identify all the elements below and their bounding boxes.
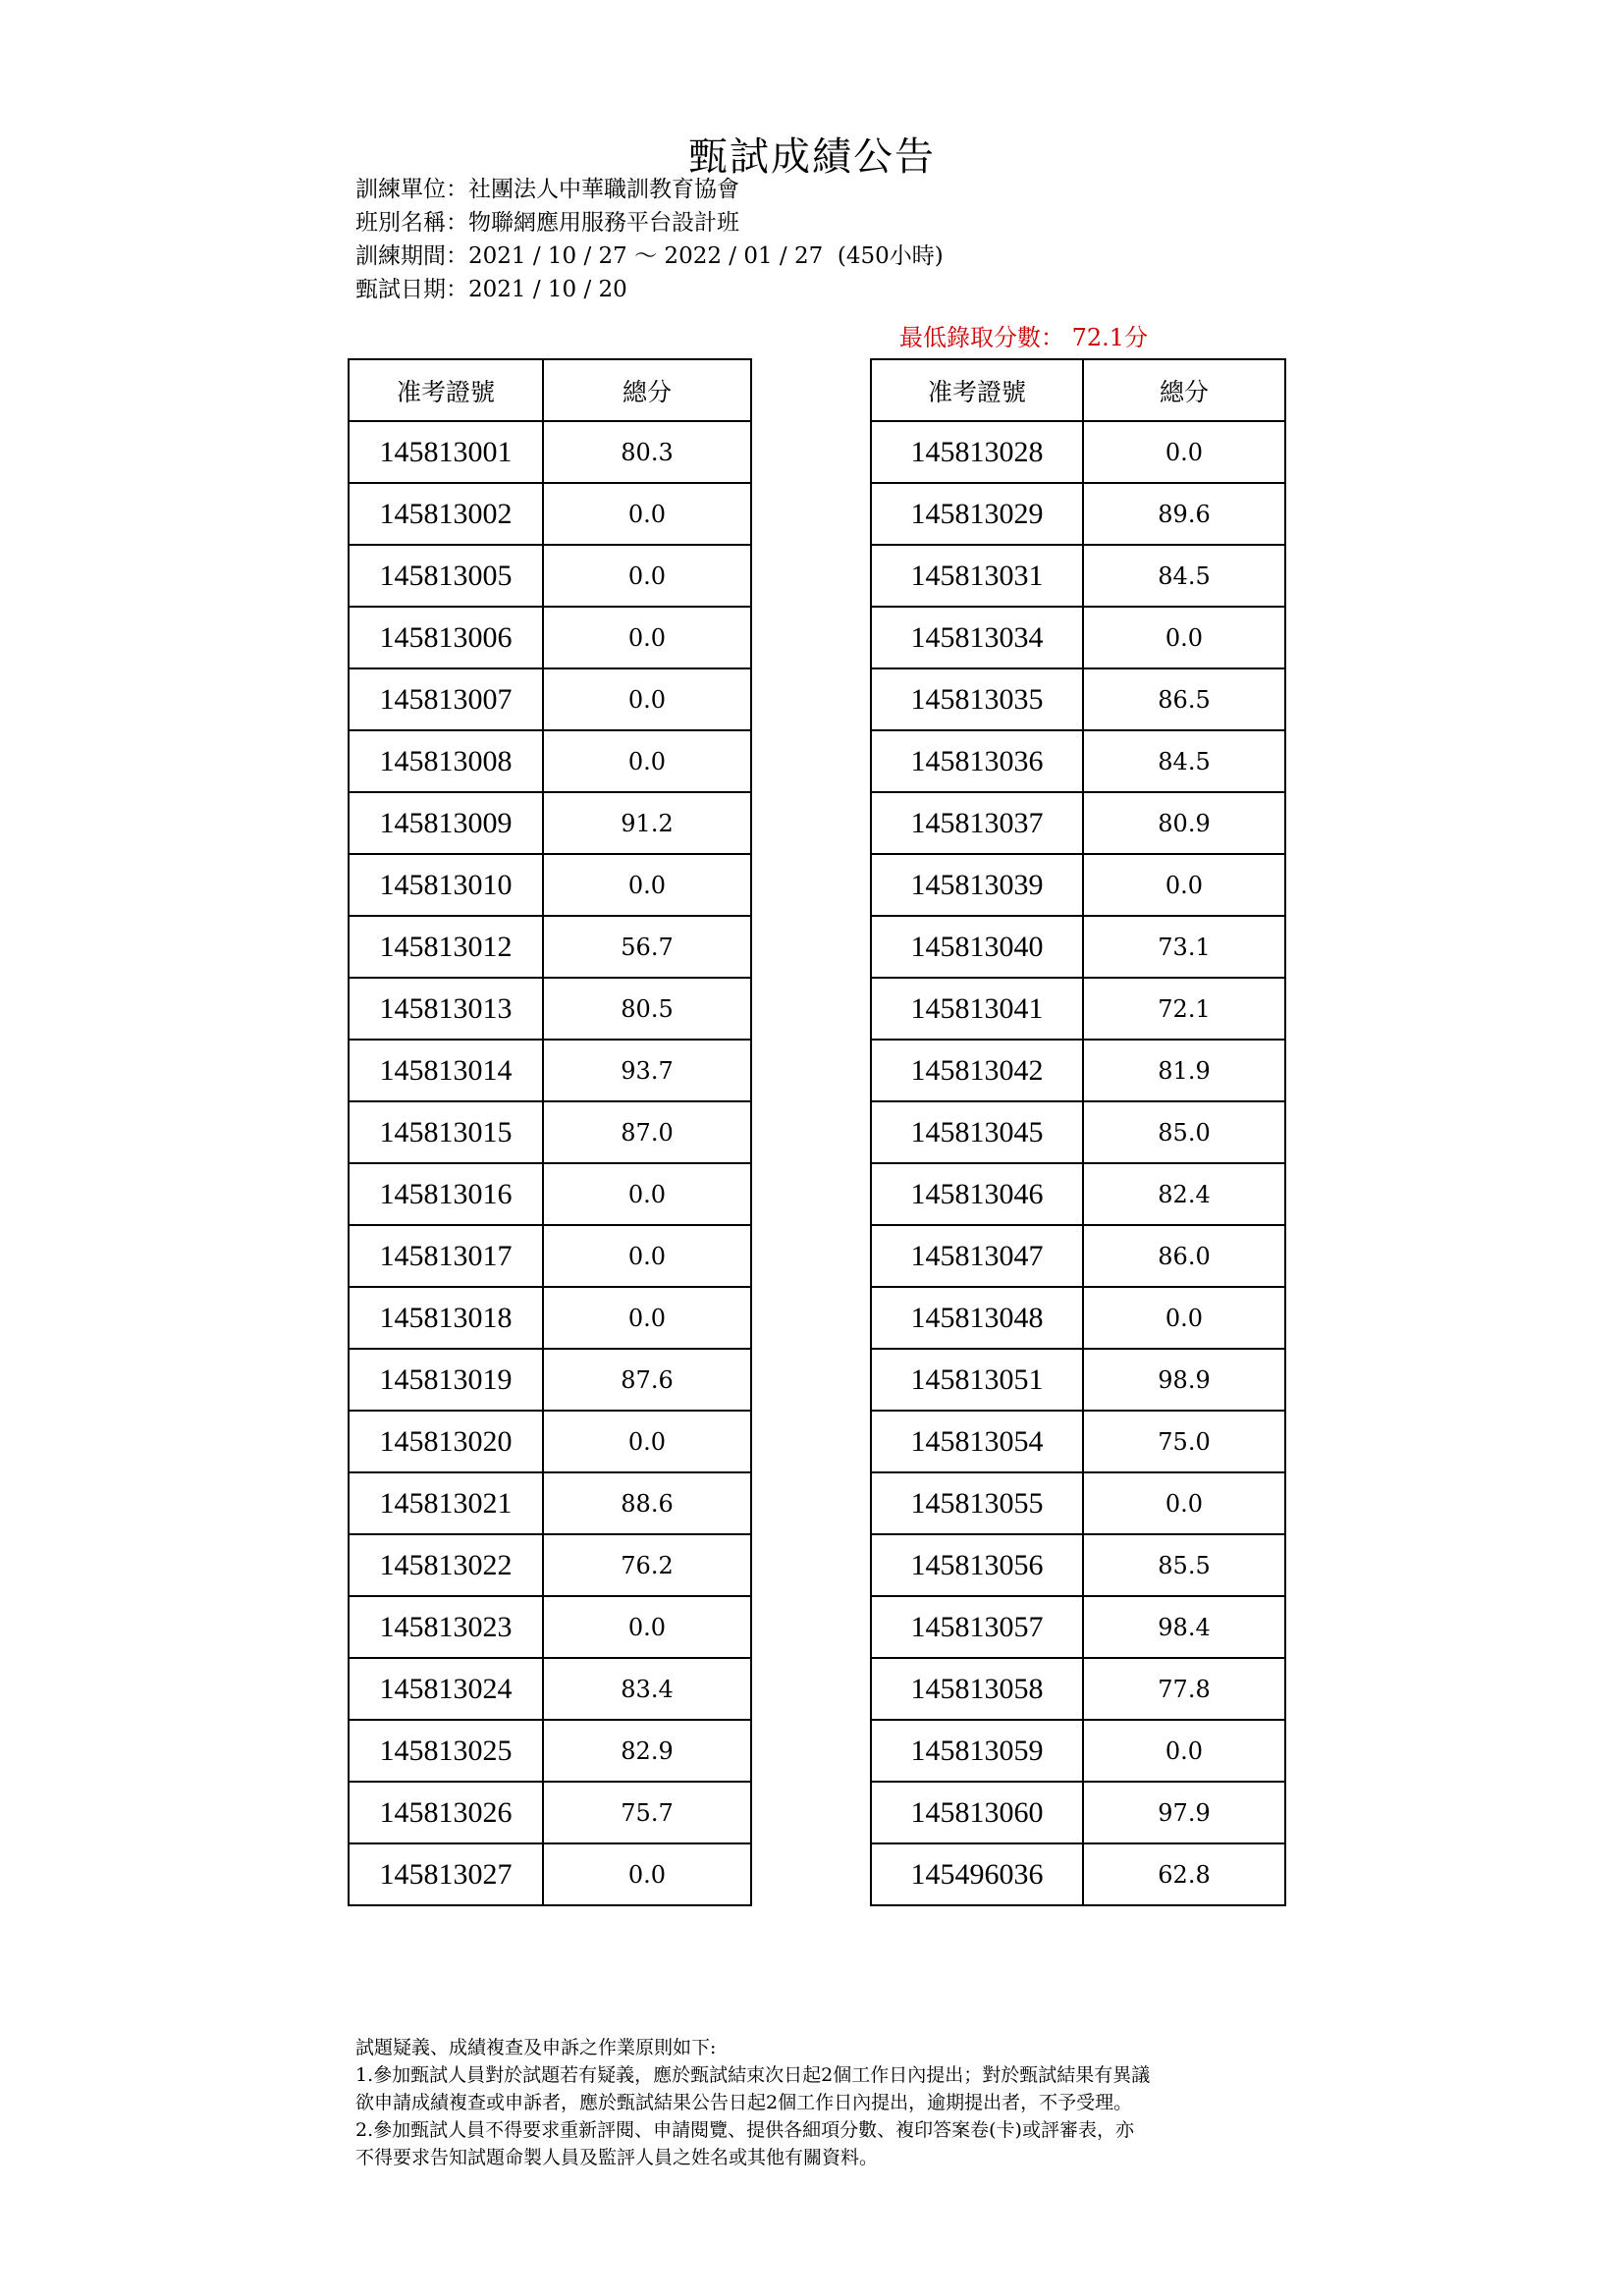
table-row [349,1782,751,1843]
total-score: 62.8 [1083,1843,1285,1905]
exam-id: 145813008 [349,730,543,792]
header-exam-id: 准考證號 [871,359,1083,421]
table-row [871,1782,1285,1843]
table-row [871,1596,1285,1658]
table-row [349,1472,751,1534]
exam-id: 145813042 [871,1040,1083,1101]
exam-id: 145813013 [349,978,543,1040]
total-score: 97.9 [1083,1782,1285,1843]
table-row [349,792,751,854]
total-score: 81.9 [1083,1040,1285,1101]
exam-id: 145813047 [871,1225,1083,1287]
total-score: 0.0 [543,545,751,607]
exam-id: 145813025 [349,1720,543,1782]
exam-id: 145813019 [349,1349,543,1411]
table-row [349,730,751,792]
class-name: 班別名稱：物聯網應用服務平台設計班 [355,210,739,236]
table-row [871,854,1285,916]
total-score: 0.0 [543,730,751,792]
table-row [871,978,1285,1040]
table-row [349,1658,751,1720]
table-row [349,483,751,545]
note-line: 不得要求告知試題命製人員及監評人員之姓名或其他有關資料。 [355,2147,879,2168]
table-header-row [871,359,1285,421]
exam-id: 145813056 [871,1534,1083,1596]
total-score: 86.0 [1083,1225,1285,1287]
exam-id: 145813045 [871,1101,1083,1163]
score-table-left [348,358,752,1906]
total-score: 82.4 [1083,1163,1285,1225]
table-row [871,1534,1285,1596]
table-row [349,916,751,978]
exam-id: 145813024 [349,1658,543,1720]
table-row [349,854,751,916]
exam-id: 145813031 [871,545,1083,607]
total-score: 75.7 [543,1782,751,1843]
exam-id: 145813007 [349,668,543,730]
total-score: 84.5 [1083,730,1285,792]
exam-id: 145496036 [871,1843,1083,1905]
exam-id: 145813040 [871,916,1083,978]
exam-id: 145813005 [349,545,543,607]
total-score: 56.7 [543,916,751,978]
table-row [871,730,1285,792]
total-score: 0.0 [1083,607,1285,668]
header-total-score: 總分 [1083,359,1285,421]
table-row [871,1163,1285,1225]
training-info [355,173,944,306]
exam-id: 145813035 [871,668,1083,730]
total-score: 84.5 [1083,545,1285,607]
table-row [349,1349,751,1411]
note-line: 欲申請成績複查或申訴者，應於甄試結果公告日起2個工作日內提出，逾期提出者，不予受理。 [355,2092,1133,2113]
exam-id: 145813002 [349,483,543,545]
total-score: 87.6 [543,1349,751,1411]
total-score: 0.0 [543,1843,751,1905]
exam-id: 145813036 [871,730,1083,792]
table-row [871,916,1285,978]
total-score: 77.8 [1083,1658,1285,1720]
exam-id: 145813039 [871,854,1083,916]
exam-id: 145813012 [349,916,543,978]
exam-id: 145813020 [349,1411,543,1472]
exam-id: 145813057 [871,1596,1083,1658]
table-row [349,1596,751,1658]
exam-id: 145813037 [871,792,1083,854]
table-row [349,1411,751,1472]
exam-id: 145813027 [349,1843,543,1905]
total-score: 93.7 [543,1040,751,1101]
table-row [871,1040,1285,1101]
table-row [871,545,1285,607]
total-score: 87.0 [543,1101,751,1163]
total-score: 88.6 [543,1472,751,1534]
table-row [349,545,751,607]
exam-id: 145813009 [349,792,543,854]
total-score: 98.9 [1083,1349,1285,1411]
table-row [871,668,1285,730]
total-score: 85.5 [1083,1534,1285,1596]
table-row [871,1225,1285,1287]
exam-id: 145813029 [871,483,1083,545]
total-score: 91.2 [543,792,751,854]
table-row [349,1287,751,1349]
note-line: 1.參加甄試人員對於試題若有疑義，應於甄試結束次日起2個工作日內提出；對於甄試結果有異議 [355,2064,1151,2086]
table-row [871,421,1285,483]
notes-heading: 試題疑義、成績複查及申訴之作業原則如下: [355,2037,717,2058]
exam-date: 甄試日期：2021 / 10 / 20 [355,277,627,302]
exam-id: 145813006 [349,607,543,668]
total-score: 0.0 [1083,1287,1285,1349]
table-row [349,1101,751,1163]
table-row [349,978,751,1040]
exam-id: 145813022 [349,1534,543,1596]
note-line: 2.參加甄試人員不得要求重新評閱、申請閱覽、提供各細項分數、複印答案卷(卡)或評審表，亦 [355,2119,1134,2141]
exam-id: 145813034 [871,607,1083,668]
exam-id: 145813014 [349,1040,543,1101]
exam-id: 145813048 [871,1287,1083,1349]
exam-id: 145813018 [349,1287,543,1349]
table-row [349,1040,751,1101]
minimum-score: 最低錄取分數： 72.1分 [899,324,1149,351]
exam-id: 145813017 [349,1225,543,1287]
total-score: 86.5 [1083,668,1285,730]
exam-id: 145813055 [871,1472,1083,1534]
table-row [871,1411,1285,1472]
table-row [871,1843,1285,1905]
total-score: 0.0 [543,668,751,730]
exam-id: 145813016 [349,1163,543,1225]
exam-id: 145813060 [871,1782,1083,1843]
total-score: 82.9 [543,1720,751,1782]
exam-id: 145813051 [871,1349,1083,1411]
exam-id: 145813026 [349,1782,543,1843]
total-score: 0.0 [1083,421,1285,483]
table-row [349,421,751,483]
total-score: 80.5 [543,978,751,1040]
total-score: 0.0 [543,854,751,916]
exam-id: 145813015 [349,1101,543,1163]
total-score: 98.4 [1083,1596,1285,1658]
total-score: 0.0 [543,1225,751,1287]
table-row [871,483,1285,545]
total-score: 0.0 [543,1411,751,1472]
score-table-right [870,358,1286,1906]
notes-section [355,2034,1150,2171]
total-score: 83.4 [543,1658,751,1720]
total-score: 72.1 [1083,978,1285,1040]
table-row [349,607,751,668]
exam-id: 145813028 [871,421,1083,483]
table-row [349,1225,751,1287]
table-row [871,1658,1285,1720]
total-score: 0.0 [543,483,751,545]
total-score: 0.0 [543,1287,751,1349]
table-row [871,1349,1285,1411]
training-period: 訓練期間：2021 / 10 / 27 ～ 2022 / 01 / 27 (450小時) [355,243,944,269]
table-row [871,1101,1285,1163]
table-row [871,792,1285,854]
total-score: 73.1 [1083,916,1285,978]
exam-id: 145813041 [871,978,1083,1040]
total-score: 0.0 [1083,1720,1285,1782]
table-row [349,1720,751,1782]
exam-id: 145813001 [349,421,543,483]
exam-id: 145813054 [871,1411,1083,1472]
total-score: 0.0 [543,607,751,668]
exam-id: 145813046 [871,1163,1083,1225]
total-score: 89.6 [1083,483,1285,545]
training-unit: 訓練單位：社團法人中華職訓教育協會 [355,177,739,202]
exam-id: 145813058 [871,1658,1083,1720]
total-score: 76.2 [543,1534,751,1596]
total-score: 80.9 [1083,792,1285,854]
header-total-score: 總分 [543,359,751,421]
total-score: 80.3 [543,421,751,483]
exam-id: 145813021 [349,1472,543,1534]
table-row [871,1472,1285,1534]
total-score: 0.0 [543,1163,751,1225]
exam-id: 145813059 [871,1720,1083,1782]
total-score: 0.0 [1083,1472,1285,1534]
page-title: 甄試成績公告 [688,134,936,180]
header-exam-id: 准考證號 [349,359,543,421]
table-row [349,1163,751,1225]
exam-id: 145813010 [349,854,543,916]
table-row [349,668,751,730]
table-row [871,607,1285,668]
total-score: 0.0 [1083,854,1285,916]
table-row [871,1720,1285,1782]
table-row [871,1287,1285,1349]
table-row [349,1843,751,1905]
exam-id: 145813023 [349,1596,543,1658]
table-header-row [349,359,751,421]
table-row [349,1534,751,1596]
total-score: 85.0 [1083,1101,1285,1163]
total-score: 0.0 [543,1596,751,1658]
total-score: 75.0 [1083,1411,1285,1472]
